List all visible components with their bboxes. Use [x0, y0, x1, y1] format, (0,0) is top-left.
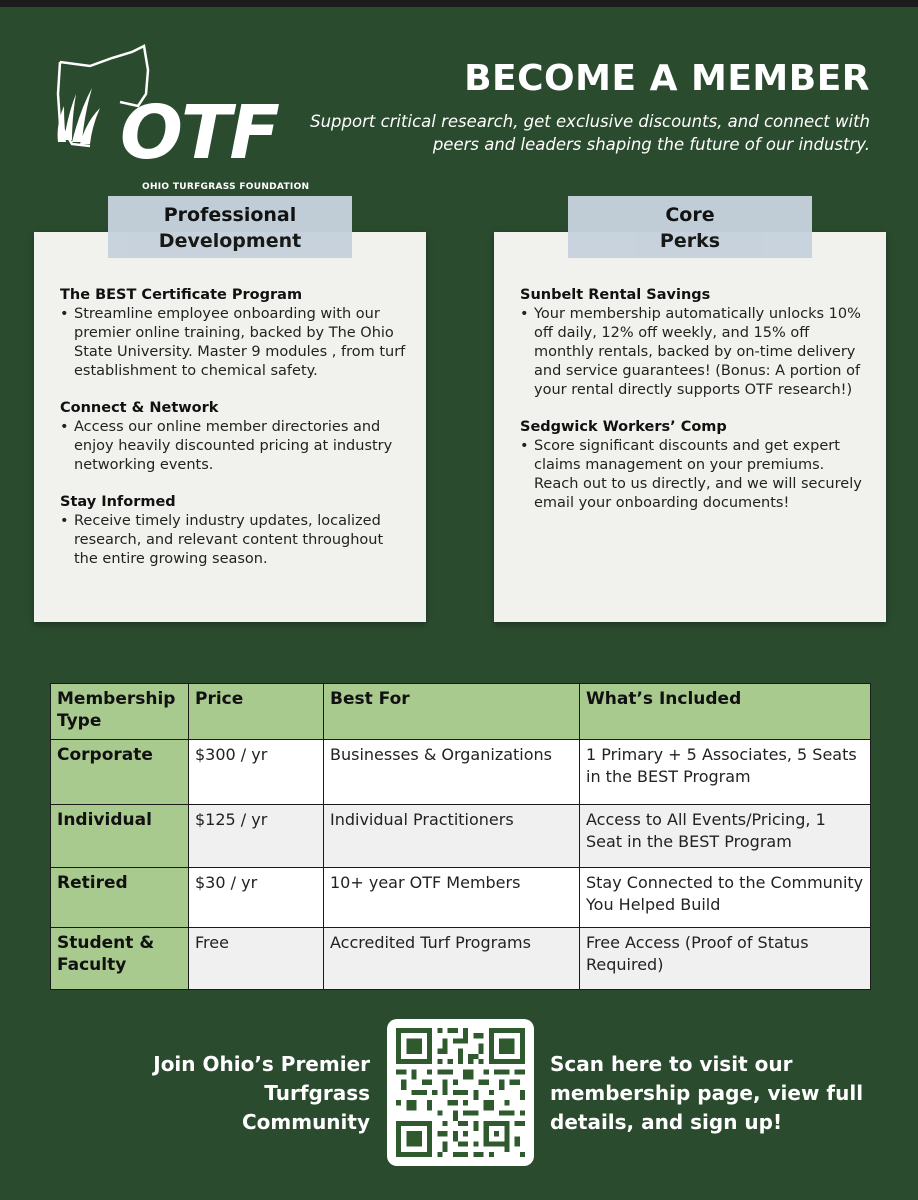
section-title: Sedgwick Workers’ Comp — [520, 419, 727, 435]
qr-code[interactable] — [387, 1019, 534, 1166]
cell-best-for: Individual Practitioners — [324, 805, 580, 868]
table-row — [51, 868, 871, 928]
cell-best-for: Businesses & Organizations — [324, 740, 580, 805]
section-bullet: • Streamline employee onboarding with our premier online training, backed by The Ohio State University. Master 9 modules , from turf establishment to chemical safety. — [60, 305, 408, 381]
cell-whats-included: Stay Connected to the Community You Helped Build — [580, 868, 871, 928]
otf-logo — [50, 44, 310, 192]
qr-code-icon — [396, 1028, 525, 1157]
cell-whats-included: Free Access (Proof of Status Required) — [580, 928, 871, 990]
card-section — [60, 399, 408, 475]
tab-label-line1: Professional — [163, 204, 297, 226]
cell-membership-type: Corporate — [51, 740, 189, 805]
card-section — [520, 286, 868, 400]
join-community-text: Join Ohio’s Premier Turfgrass Community — [153, 1052, 370, 1134]
cell-best-for: Accredited Turf Programs — [324, 928, 580, 990]
tab-label-line1: Core — [665, 204, 715, 226]
cell-whats-included: Access to All Events/Pricing, 1 Seat in the BEST Program — [580, 805, 871, 868]
core-perks-tab — [568, 196, 812, 258]
page-title: BECOME A MEMBER — [464, 58, 870, 99]
cell-price: $125 / yr — [189, 805, 324, 868]
tab-label-line2: Development — [158, 230, 302, 252]
section-bullet: • Your membership automatically unlocks 10% off daily, 12% off weekly, and 15% off monthly rentals, backed by on-time delivery and service guarantees! (Bonus: A portion of your rental directly supports OTF research!) — [520, 305, 868, 400]
cell-membership-type: Individual — [51, 805, 189, 868]
section-title: Connect & Network — [60, 400, 219, 416]
table-row — [51, 928, 871, 990]
column-header-price: Price — [189, 684, 324, 740]
section-bullet: • Receive timely industry updates, localized research, and relevant content throughout the entire growing season. — [60, 512, 408, 569]
section-title: Stay Informed — [60, 494, 176, 510]
section-title: Sunbelt Rental Savings — [520, 287, 711, 303]
cell-whats-included: 1 Primary + 5 Associates, 5 Seats in the BEST Program — [580, 740, 871, 805]
card-section — [520, 418, 868, 513]
core-perks-card — [494, 232, 886, 622]
section-bullet: • Score significant discounts and get expert claims management on your premiums. Reach out to us directly, and we will securely email your onboarding documents! — [520, 437, 868, 513]
page-subtitle: Support critical research, get exclusive discounts, and connect with peers and leaders shaping the future of our industry. — [310, 112, 870, 154]
section-bullet: • Access our online member directories and enjoy heavily discounted pricing at industry networking events. — [60, 418, 408, 475]
table-row — [51, 740, 871, 805]
column-header-membership-type: Membership Type — [51, 684, 189, 740]
top-border — [0, 0, 918, 7]
card-section — [60, 286, 408, 381]
professional-development-tab — [108, 196, 352, 258]
column-header-best-for: Best For — [324, 684, 580, 740]
scan-instructions-text: Scan here to visit our membership page, view full details, and sign up! — [550, 1052, 864, 1134]
tab-label-line2: Perks — [659, 230, 721, 252]
table-header-row — [51, 684, 871, 740]
cell-membership-type: Student & Faculty — [51, 928, 189, 990]
logo-wordmark: OTF — [120, 90, 278, 176]
table-row — [51, 805, 871, 868]
column-header-whats-included: What’s Included — [580, 684, 871, 740]
cell-price: Free — [189, 928, 324, 990]
section-title: The BEST Certificate Program — [60, 287, 303, 303]
cell-best-for: 10+ year OTF Members — [324, 868, 580, 928]
cell-price: $30 / yr — [189, 868, 324, 928]
professional-development-card — [34, 232, 426, 622]
membership-table — [50, 683, 871, 990]
cell-membership-type: Retired — [51, 868, 189, 928]
logo-subtitle: OHIO TURFGRASS FOUNDATION — [142, 182, 310, 192]
cell-price: $300 / yr — [189, 740, 324, 805]
card-section — [60, 493, 408, 569]
